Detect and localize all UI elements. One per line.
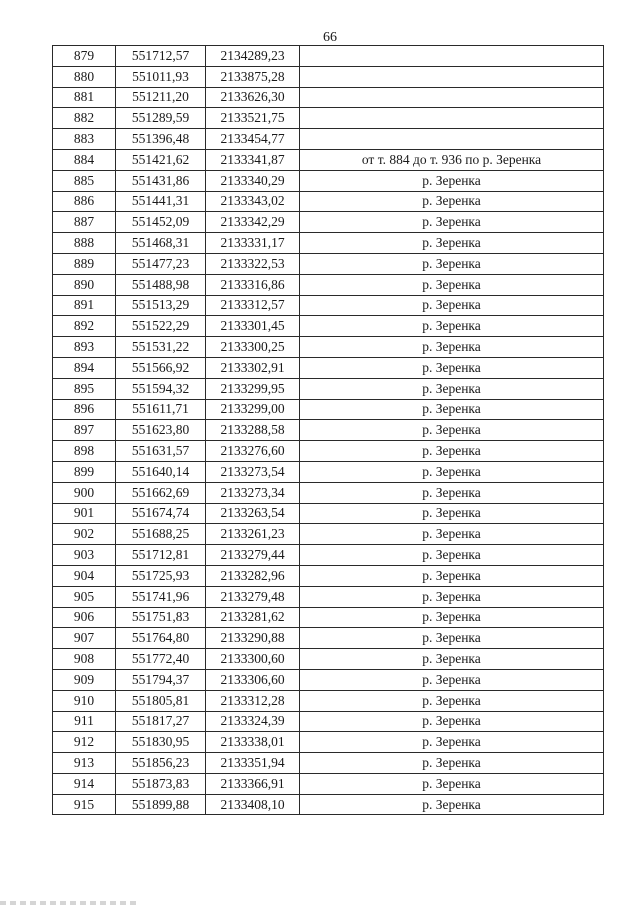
coord-y-cell: 2133324,39 — [206, 711, 300, 732]
coord-x-cell: 551566,92 — [116, 357, 206, 378]
description-cell: р. Зеренка — [300, 545, 604, 566]
point-number-cell: 893 — [53, 337, 116, 358]
table-row — [53, 794, 604, 815]
description-cell: р. Зеренка — [300, 461, 604, 482]
coord-y-cell: 2133282,96 — [206, 565, 300, 586]
table-row — [53, 669, 604, 690]
coord-y-cell: 2133366,91 — [206, 773, 300, 794]
description-cell: р. Зеренка — [300, 420, 604, 441]
coord-y-cell: 2133306,60 — [206, 669, 300, 690]
coord-y-cell: 2133341,87 — [206, 149, 300, 170]
description-cell: р. Зеренка — [300, 669, 604, 690]
point-number-cell: 880 — [53, 66, 116, 87]
coord-x-cell: 551631,57 — [116, 441, 206, 462]
table-row — [53, 337, 604, 358]
point-number-cell: 901 — [53, 503, 116, 524]
coord-y-cell: 2133300,60 — [206, 649, 300, 670]
description-cell: р. Зеренка — [300, 586, 604, 607]
coord-y-cell: 2133331,17 — [206, 233, 300, 254]
table-row — [53, 461, 604, 482]
point-number-cell: 915 — [53, 794, 116, 815]
coord-x-cell: 551712,81 — [116, 545, 206, 566]
point-number-cell: 910 — [53, 690, 116, 711]
coord-y-cell: 2133261,23 — [206, 524, 300, 545]
description-cell: р. Зеренка — [300, 253, 604, 274]
description-cell — [300, 129, 604, 150]
description-cell: р. Зеренка — [300, 732, 604, 753]
coord-x-cell: 551289,59 — [116, 108, 206, 129]
table-row — [53, 732, 604, 753]
page-number: 66 — [323, 30, 337, 45]
table-row — [53, 524, 604, 545]
coord-y-cell: 2133299,00 — [206, 399, 300, 420]
description-cell: р. Зеренка — [300, 628, 604, 649]
point-number-cell: 894 — [53, 357, 116, 378]
table-row — [53, 316, 604, 337]
description-cell: р. Зеренка — [300, 233, 604, 254]
coord-x-cell: 551725,93 — [116, 565, 206, 586]
description-cell — [300, 87, 604, 108]
description-cell: р. Зеренка — [300, 274, 604, 295]
table-row — [53, 441, 604, 462]
description-cell: р. Зеренка — [300, 170, 604, 191]
coord-x-cell: 551873,83 — [116, 773, 206, 794]
point-number-cell: 900 — [53, 482, 116, 503]
table-row — [53, 628, 604, 649]
point-number-cell: 891 — [53, 295, 116, 316]
point-number-cell: 911 — [53, 711, 116, 732]
coord-x-cell: 551856,23 — [116, 753, 206, 774]
description-cell: р. Зеренка — [300, 794, 604, 815]
table-row — [53, 399, 604, 420]
point-number-cell: 908 — [53, 649, 116, 670]
coord-y-cell: 2133273,34 — [206, 482, 300, 503]
coord-x-cell: 551674,74 — [116, 503, 206, 524]
coord-y-cell: 2133521,75 — [206, 108, 300, 129]
coord-x-cell: 551751,83 — [116, 607, 206, 628]
point-number-cell: 912 — [53, 732, 116, 753]
scan-artifact — [0, 901, 140, 905]
description-cell: р. Зеренка — [300, 649, 604, 670]
table-row — [53, 129, 604, 150]
coord-y-cell: 2133626,30 — [206, 87, 300, 108]
coord-y-cell: 2133288,58 — [206, 420, 300, 441]
table-row — [53, 212, 604, 233]
point-number-cell: 905 — [53, 586, 116, 607]
description-cell: от т. 884 до т. 936 по р. Зеренка — [300, 149, 604, 170]
description-cell: р. Зеренка — [300, 357, 604, 378]
coordinates-table-body — [53, 46, 604, 815]
coord-x-cell: 551623,80 — [116, 420, 206, 441]
table-row — [53, 253, 604, 274]
coord-y-cell: 2133312,28 — [206, 690, 300, 711]
coord-x-cell: 551522,29 — [116, 316, 206, 337]
coord-x-cell: 551899,88 — [116, 794, 206, 815]
coord-x-cell: 551531,22 — [116, 337, 206, 358]
point-number-cell: 909 — [53, 669, 116, 690]
table-row — [53, 357, 604, 378]
point-number-cell: 883 — [53, 129, 116, 150]
point-number-cell: 888 — [53, 233, 116, 254]
point-number-cell: 914 — [53, 773, 116, 794]
point-number-cell: 913 — [53, 753, 116, 774]
point-number-cell: 899 — [53, 461, 116, 482]
coord-x-cell: 551805,81 — [116, 690, 206, 711]
coord-y-cell: 2133301,45 — [206, 316, 300, 337]
table-row — [53, 565, 604, 586]
table-row — [53, 149, 604, 170]
coord-x-cell: 551396,48 — [116, 129, 206, 150]
table-row — [53, 170, 604, 191]
table-row — [53, 191, 604, 212]
description-cell: р. Зеренка — [300, 191, 604, 212]
description-cell: р. Зеренка — [300, 565, 604, 586]
coord-y-cell: 2133279,48 — [206, 586, 300, 607]
point-number-cell: 889 — [53, 253, 116, 274]
coord-y-cell: 2133300,25 — [206, 337, 300, 358]
point-number-cell: 903 — [53, 545, 116, 566]
coord-x-cell: 551764,80 — [116, 628, 206, 649]
coord-x-cell: 551662,69 — [116, 482, 206, 503]
table-row — [53, 482, 604, 503]
coord-x-cell: 551741,96 — [116, 586, 206, 607]
point-number-cell: 906 — [53, 607, 116, 628]
coord-x-cell: 551452,09 — [116, 212, 206, 233]
table-row — [53, 66, 604, 87]
coord-y-cell: 2133351,94 — [206, 753, 300, 774]
description-cell: р. Зеренка — [300, 399, 604, 420]
table-row — [53, 690, 604, 711]
point-number-cell: 887 — [53, 212, 116, 233]
coord-y-cell: 2133408,10 — [206, 794, 300, 815]
coord-y-cell: 2133454,77 — [206, 129, 300, 150]
description-cell: р. Зеренка — [300, 607, 604, 628]
point-number-cell: 882 — [53, 108, 116, 129]
coord-y-cell: 2133299,95 — [206, 378, 300, 399]
point-number-cell: 897 — [53, 420, 116, 441]
description-cell — [300, 46, 604, 67]
table-row — [53, 545, 604, 566]
table-row — [53, 46, 604, 67]
table-row — [53, 420, 604, 441]
coord-y-cell: 2133340,29 — [206, 170, 300, 191]
coord-y-cell: 2133312,57 — [206, 295, 300, 316]
coord-x-cell: 551611,71 — [116, 399, 206, 420]
coord-y-cell: 2133338,01 — [206, 732, 300, 753]
coord-y-cell: 2133276,60 — [206, 441, 300, 462]
description-cell — [300, 108, 604, 129]
description-cell: р. Зеренка — [300, 711, 604, 732]
description-cell — [300, 66, 604, 87]
description-cell: р. Зеренка — [300, 441, 604, 462]
description-cell: р. Зеренка — [300, 295, 604, 316]
coord-x-cell: 551468,31 — [116, 233, 206, 254]
point-number-cell: 904 — [53, 565, 116, 586]
point-number-cell: 896 — [53, 399, 116, 420]
description-cell: р. Зеренка — [300, 212, 604, 233]
point-number-cell: 892 — [53, 316, 116, 337]
table-row — [53, 607, 604, 628]
coord-y-cell: 2133342,29 — [206, 212, 300, 233]
coord-y-cell: 2133279,44 — [206, 545, 300, 566]
coord-x-cell: 551488,98 — [116, 274, 206, 295]
description-cell: р. Зеренка — [300, 690, 604, 711]
coord-x-cell: 551772,40 — [116, 649, 206, 670]
description-cell: р. Зеренка — [300, 753, 604, 774]
table-row — [53, 295, 604, 316]
coord-x-cell: 551477,23 — [116, 253, 206, 274]
table-row — [53, 378, 604, 399]
point-number-cell: 879 — [53, 46, 116, 67]
coord-x-cell: 551640,14 — [116, 461, 206, 482]
point-number-cell: 907 — [53, 628, 116, 649]
point-number-cell: 895 — [53, 378, 116, 399]
coord-x-cell: 551441,31 — [116, 191, 206, 212]
table-row — [53, 87, 604, 108]
point-number-cell: 885 — [53, 170, 116, 191]
table-row — [53, 233, 604, 254]
coord-y-cell: 2133343,02 — [206, 191, 300, 212]
point-number-cell: 902 — [53, 524, 116, 545]
description-cell: р. Зеренка — [300, 524, 604, 545]
point-number-cell: 890 — [53, 274, 116, 295]
coord-x-cell: 551794,37 — [116, 669, 206, 690]
coord-y-cell: 2133273,54 — [206, 461, 300, 482]
coord-y-cell: 2133290,88 — [206, 628, 300, 649]
table-row — [53, 503, 604, 524]
coord-y-cell: 2133322,53 — [206, 253, 300, 274]
coord-y-cell: 2133263,54 — [206, 503, 300, 524]
description-cell: р. Зеренка — [300, 378, 604, 399]
coord-x-cell: 551830,95 — [116, 732, 206, 753]
coord-y-cell: 2133316,86 — [206, 274, 300, 295]
coord-x-cell: 551513,29 — [116, 295, 206, 316]
coord-x-cell: 551011,93 — [116, 66, 206, 87]
point-number-cell: 886 — [53, 191, 116, 212]
coord-y-cell: 2133281,62 — [206, 607, 300, 628]
table-row — [53, 274, 604, 295]
coord-y-cell: 2133875,28 — [206, 66, 300, 87]
description-cell: р. Зеренка — [300, 773, 604, 794]
coord-x-cell: 551421,62 — [116, 149, 206, 170]
coord-y-cell: 2133302,91 — [206, 357, 300, 378]
coord-x-cell: 551211,20 — [116, 87, 206, 108]
description-cell: р. Зеренка — [300, 337, 604, 358]
coord-x-cell: 551817,27 — [116, 711, 206, 732]
table-row — [53, 649, 604, 670]
description-cell: р. Зеренка — [300, 503, 604, 524]
point-number-cell: 898 — [53, 441, 116, 462]
coord-x-cell: 551594,32 — [116, 378, 206, 399]
table-row — [53, 108, 604, 129]
coord-y-cell: 2134289,23 — [206, 46, 300, 67]
table-row — [53, 753, 604, 774]
point-number-cell: 881 — [53, 87, 116, 108]
coord-x-cell: 551431,86 — [116, 170, 206, 191]
description-cell: р. Зеренка — [300, 482, 604, 503]
coord-x-cell: 551688,25 — [116, 524, 206, 545]
table-row — [53, 711, 604, 732]
point-number-cell: 884 — [53, 149, 116, 170]
description-cell: р. Зеренка — [300, 316, 604, 337]
coordinates-table — [52, 45, 604, 815]
table-row — [53, 586, 604, 607]
table-row — [53, 773, 604, 794]
coord-x-cell: 551712,57 — [116, 46, 206, 67]
